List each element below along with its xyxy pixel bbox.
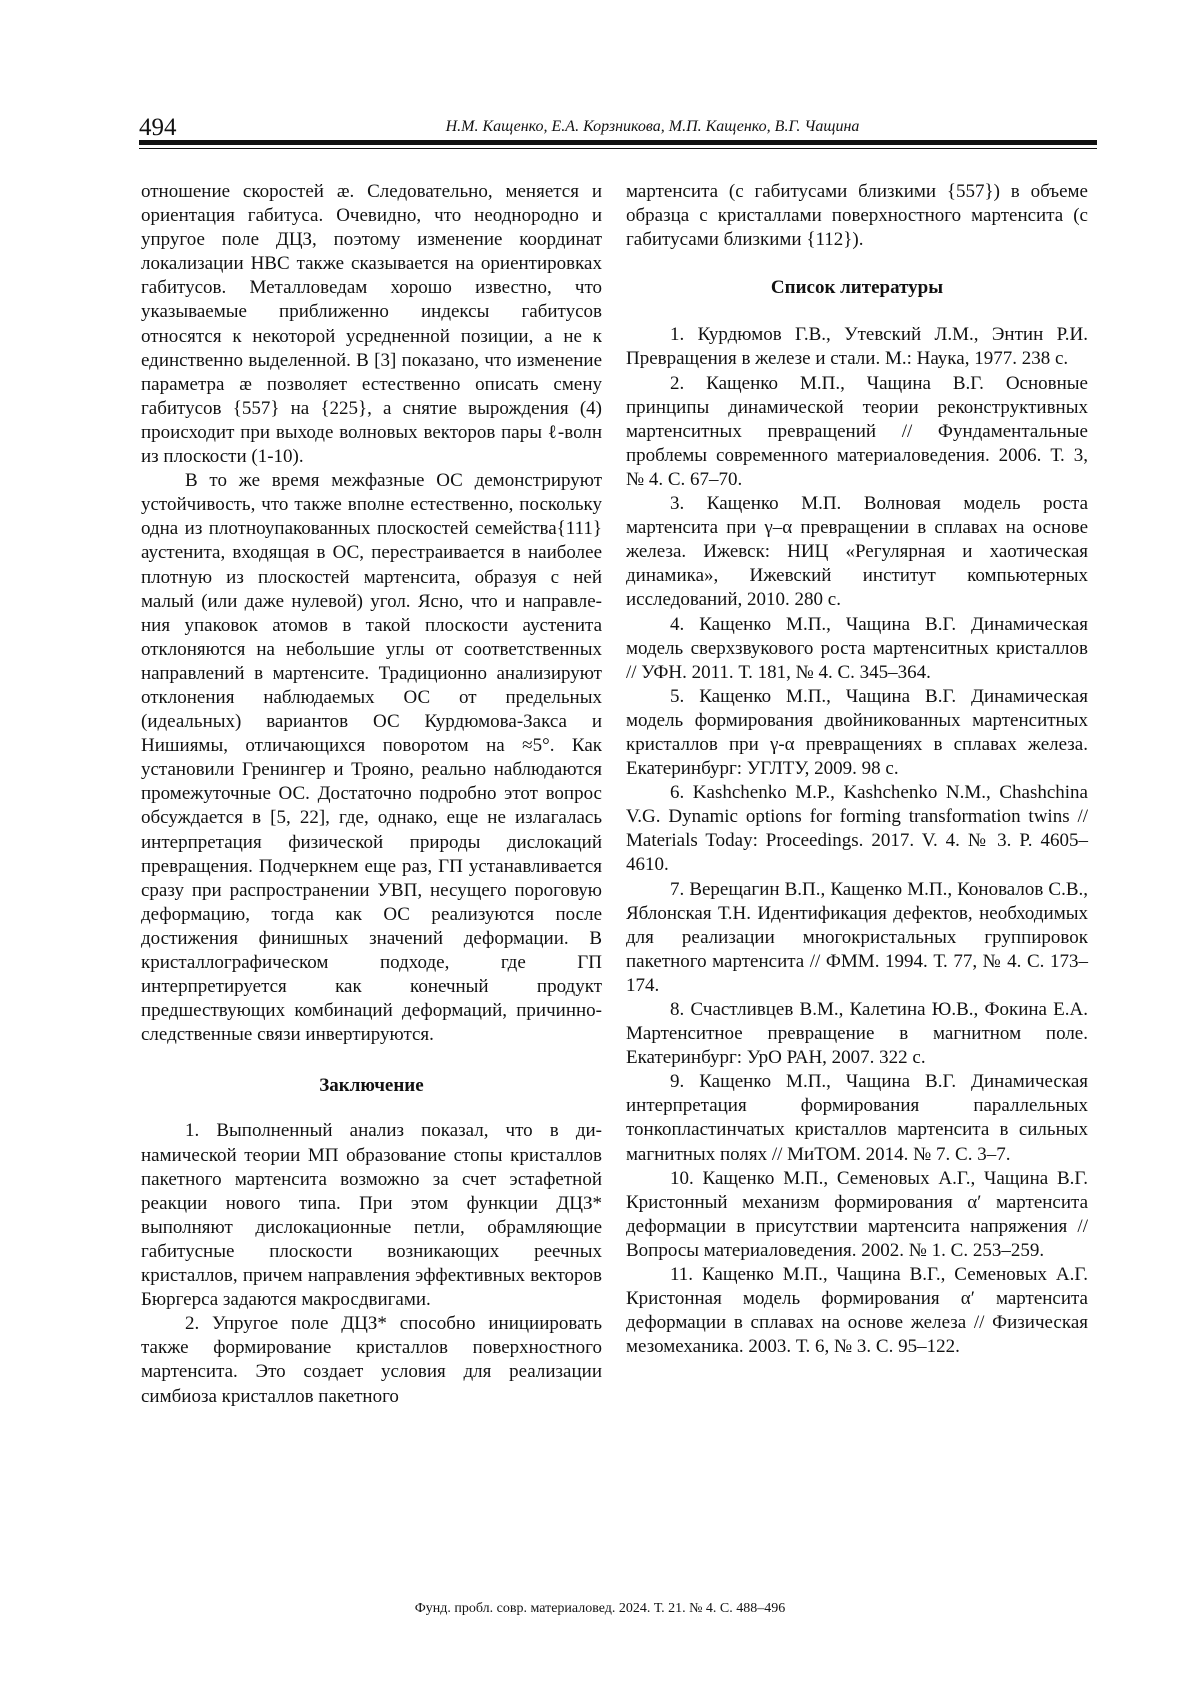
conclusion-heading: Заключение — [319, 1075, 424, 1097]
header-rule-thick — [139, 140, 1097, 145]
right-column — [626, 180, 1088, 1359]
page-number: 494 — [139, 114, 177, 141]
reference-item: 1. Курдюмов Г.В., Утевский Л.М., Энтин Р.И. Превращения в железе и стали. М.: Наука, 1977. 238 с. — [626, 324, 1088, 370]
reference-item: 2. Кащенко М.П., Чащина В.Г. Основные принципы динамической теории реконструктивных мартенситных превращений // Фундаментальные проблемы современного материаловедения. 2006. Т. 3, № 4. С. 67–70. — [626, 372, 1088, 490]
reference-item: 8. Счастливцев В.М., Калетина Ю.В., Фокина Е.А. Мартенситное превращение в магнитном поле. Екатеринбург: УрО РАН, 2007. 322 с. — [626, 999, 1088, 1069]
running-head-authors: Н.М. Кащенко, Е.А. Корзникова, М.П. Кащенко, В.Г. Чащина — [445, 118, 860, 135]
reference-item: 10. Кащенко М.П., Семеновых А.Г., Чащина В.Г. Кристонный механизм формирования α′ мартенсита деформации в присутствии мартенсита напряжения // Вопросы материаловедения. 2002. № 1. С. 253–259. — [626, 1167, 1088, 1261]
reference-item: 4. Кащенко М.П., Чащина В.Г. Динамическая модель сверхзвукового роста мартенситных кристаллов // УФН. 2011. Т. 181, № 4. С. 345–364. — [626, 613, 1088, 683]
conclusion-item: 2. Упругое поле ДЦЗ* способно инициировать также формирование кристаллов поверхностного мартенсита. Это создает условия для реализации симбиоза кристаллов пакетного — [141, 1313, 602, 1407]
reference-item: 11. Кащенко М.П., Чащина В.Г., Семеновых А.Г. Кристонная модель формирования α′ мартенсита деформации в сплавах на основе железа // Физическая мезомеханика. 2003. Т. 6, № 3. С. 95–122. — [626, 1264, 1088, 1358]
body-paragraph: В то же время межфазные ОС демонстрируют устойчивость, что также вполне естественно, поскольку одна из плотноупакованных плоскостей семейства{111} аустенита, входящая в ОС, перестраивается в наиболее плотную из плоскостей мартенсита, образуя с ней малый (или даже нулевой) угол. Ясно, что и направления упаковок атомов в такой плоскости аустенита отклоняются на небольшие углы от соответственных направлений в мартенсите. Традиционно анализируют отклонения наблюдаемых ОС от предельных (идеальных) вариантов ОС Курдюмова-Закса и Нишиямы, отличающихся поворотом на ≈5°. Как установили Гренингер и Трояно, реально наблюдаются промежуточные ОС. Достаточно подробно этот вопрос обсуждается в [5, 22], где, однако, еще не излагалась интерпретация физической природы дислокаций превращения. Подчеркнем еще раз, ГП устанавливается сразу при распространении УВП, несущего пороговую деформацию, тогда как ОС реализуются после достижения финишных значений деформации. В кристаллографическом подходе, где ГП интерпретируется как конечный продукт предшествующих комбинаций деформаций, причинно-следственные связи инвертируются. — [141, 470, 602, 1046]
body-paragraph: мартенсита (с габитусами близкими {557}) в объеме образца с кристаллами поверхностного мартенсита (с габитусами близкими {112}). — [626, 181, 1088, 251]
references-heading: Список литературы — [770, 277, 944, 299]
body-paragraph: отношение скоростей æ. Следовательно, меняется и ориентация габитуса. Очевидно, что неоднородно и упругое поле ДЦЗ, поэтому изменение координат локализации НВС также сказывается на ориентировках габитусов. Металловедам хорошо известно, что указываемые приближенно индексы габитусов относятся к некоторой усредненной позиции, а не к единственно выделенной. В [3] показано, что изменение параметра æ позволяет естественно описать смену габитусов {557} на {225}, а снятие вырождения (4) происходит при выходе волновых векторов пары ℓ-волн из плоскости (1-10). — [141, 181, 602, 468]
header-rule-thin — [139, 148, 1097, 149]
footer-citation: Фунд. пробл. совр. материаловед. 2024. Т. 21. № 4. С. 488–496 — [414, 1601, 786, 1616]
left-column — [141, 180, 602, 1409]
reference-item: 5. Кащенко М.П., Чащина В.Г. Динамическая модель формирования двойникованных мартенситных кристаллов при γ-α превращениях в сплавах железа. Екатеринбург: УГЛТУ, 2009. 98 с. — [626, 685, 1088, 780]
reference-item: 7. Верещагин В.П., Кащенко М.П., Коновалов С.В., Яблонская Т.Н. Идентификация дефектов, необходимых для реализации многокристальных группировок пакетного мартенсита // ФММ. 1994. Т. 77, № 4. С. 173–174. — [626, 878, 1088, 996]
reference-item: 9. Кащенко М.П., Чащина В.Г. Динамическая интерпретация формирования параллельных тонкопластинчатых кристаллов мартенсита в сильных магнитных полях // МиТОМ. 2014. № 7. С. 3–7. — [626, 1071, 1088, 1165]
conclusion-item: 1. Выполненный анализ показал, что в динамической теории МП образование стопы кристаллов пакетного мартенсита возможно за счет эстафетной реакции нового типа. При этом функции ДЦЗ* выполняют дислокационные петли, обрамляющие габитусные плоскости возникающих реечных кристаллов, причем направления эффективных векторов Бюргерса задаются макросдвигами. — [141, 1120, 602, 1311]
reference-item: 6. Kashchenko M.P., Kashchenko N.M., Chashchina V.G. Dynamic options for forming transformation twins // Materials Today: Proceedings. 2017. V. 4. № 3. P. 4605–4610. — [626, 782, 1088, 876]
reference-item: 3. Кащенко М.П. Волновая модель роста мартенсита при γ–α превращении в сплавах на основе железа. Ижевск: НИЦ «Регулярная и хаотическая динамика», Ижевский институт компьютерных исследований, 2010. 280 с. — [626, 493, 1088, 611]
